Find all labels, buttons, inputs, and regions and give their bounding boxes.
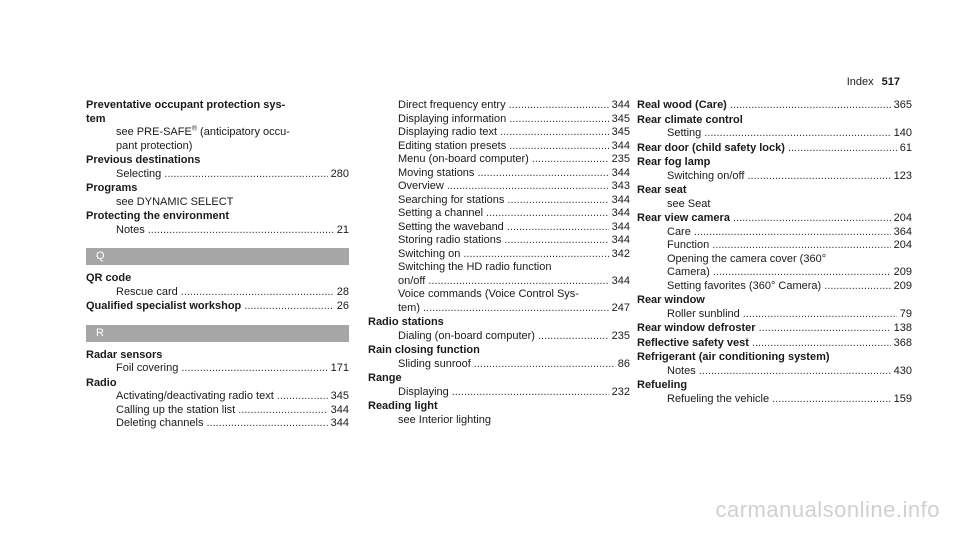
entry-sub-row: tem) ..... 247 (368, 302, 630, 316)
section-letter-q: Q (86, 248, 349, 265)
index-entry (637, 337, 912, 351)
index-column-3 (637, 99, 912, 407)
header-title: Index (846, 76, 874, 88)
section-letter-r: R (86, 325, 349, 342)
entry-sub-row: Setting a channel ..... 344 (368, 207, 630, 221)
index-entry (86, 99, 349, 153)
entry-sub-row: Displaying radio text ..... 345 (368, 126, 630, 140)
index-entry (637, 99, 912, 113)
entry-sub-row: Setting ..... 140 (637, 127, 912, 141)
index-entry (86, 272, 349, 299)
entry-sub-row: Notes ..... 21 (86, 224, 349, 238)
entry-sub-row: Selecting ..... 280 (86, 168, 349, 182)
entry-heading-row: Rear door (child safety lock) ..... 61 (637, 142, 912, 156)
entry-sub-row: Moving stations ..... 344 (368, 167, 630, 181)
entry-heading: Programs (86, 182, 138, 194)
entry-heading: Range (368, 372, 402, 384)
entry-sub: see Seat (667, 197, 711, 210)
entry-sub-cont: pant protection) (116, 139, 193, 152)
index-entry (637, 184, 912, 211)
index-entry (86, 182, 349, 209)
entry-sub: Switching the HD radio function (398, 261, 552, 273)
entry-heading: Refueling (637, 379, 688, 391)
entry-sub: see DYNAMIC SELECT (116, 195, 234, 208)
entry-heading: Radar sensors (86, 348, 163, 361)
entry-sub-row: Setting favorites (360° Camera) ..... 209 (637, 280, 912, 294)
index-entry (368, 99, 630, 315)
index-entry (86, 154, 349, 181)
index-entry (86, 377, 349, 431)
entry-sub-row: Activating/deactivating radio text ..... 345 (86, 390, 349, 404)
entry-heading: Rain closing function (368, 344, 480, 356)
entry-sub-row: Direct frequency entry ..... 344 (368, 99, 630, 113)
entry-heading: Previous destinations (86, 154, 201, 166)
entry-sub-row: Refueling the vehicle ..... 159 (637, 393, 912, 407)
entry-sub: see PRE-SAFE® (anticipatory occu- (116, 125, 290, 138)
entry-heading: Protecting the environment (86, 210, 230, 222)
entry-sub-row: Notes ..... 430 (637, 365, 912, 379)
entry-sub-row: Switching on ..... 342 (368, 248, 630, 262)
header-page-number: 517 (881, 76, 900, 88)
entry-heading: Rear window (637, 294, 705, 306)
entry-sub-row: Editing station presets ..... 344 (368, 140, 630, 154)
entry-heading-row: Qualified specialist workshop ..... 26 (86, 300, 349, 314)
index-entry (637, 114, 912, 141)
index-entry (368, 400, 630, 427)
entry-heading-row: Rear window defroster ..... 138 (637, 322, 912, 336)
entry-heading: Refrigerant (air conditioning system) (637, 351, 830, 363)
entry-sub-row: Overview ..... 343 (368, 180, 630, 194)
entry-sub: see Interior lighting (398, 413, 491, 426)
entry-sub: Opening the camera cover (360° (667, 252, 827, 265)
index-entry (637, 351, 912, 378)
index-entry (637, 212, 912, 293)
entry-sub-row: Switching on/off ..... 123 (637, 170, 912, 184)
index-column-2 (368, 99, 630, 428)
entry-heading: Radio (86, 376, 117, 389)
index-entry (637, 294, 912, 321)
entry-heading: Radio stations (368, 316, 444, 328)
entry-heading-row: Rear view camera ..... 204 (637, 212, 912, 226)
entry-sub-row: Calling up the station list ..... 344 (86, 404, 349, 418)
entry-sub-row: Sliding sunroof ..... 86 (368, 358, 630, 372)
entry-heading-row: Real wood (Care) ..... 365 (637, 99, 912, 113)
entry-sub-row: Foil covering ..... 171 (86, 362, 349, 376)
index-entry (86, 210, 349, 237)
index-entry (637, 379, 912, 406)
watermark: carmanualsonline.info (715, 497, 940, 522)
index-entry (637, 156, 912, 183)
page-header (847, 76, 900, 88)
entry-sub: Voice commands (Voice Control Sys- (398, 288, 579, 300)
index-entry (368, 316, 630, 343)
entry-sub-row: Menu (on-board computer) ..... 235 (368, 153, 630, 167)
entry-heading: Rear seat (637, 184, 687, 196)
entry-sub-row: Roller sunblind ..... 79 (637, 308, 912, 322)
entry-sub-row: Storing radio stations ..... 344 (368, 234, 630, 248)
index-entry (86, 300, 349, 314)
entry-sub-row: Displaying information ..... 345 (368, 113, 630, 127)
entry-sub-row: Setting the waveband ..... 344 (368, 221, 630, 235)
entry-heading: Preventative occupant protection sys- (86, 99, 286, 111)
index-entry (86, 349, 349, 376)
index-entry (368, 372, 630, 399)
entry-sub-row: Deleting channels ..... 344 (86, 417, 349, 431)
entry-sub-row: Care ..... 364 (637, 226, 912, 240)
entry-sub-row: Function ..... 204 (637, 239, 912, 253)
entry-sub-row: on/off ..... 344 (368, 275, 630, 289)
index-entry (637, 142, 912, 156)
entry-heading-cont: tem (86, 112, 106, 125)
entry-heading: Rear climate control (637, 113, 743, 126)
entry-heading-row: Reflective safety vest ..... 368 (637, 337, 912, 351)
entry-sub-row: Searching for stations ..... 344 (368, 194, 630, 208)
entry-sub-row: Displaying ..... 232 (368, 386, 630, 400)
entry-heading: Reading light (368, 400, 438, 412)
index-column-1 (86, 99, 349, 432)
index-entry (637, 322, 912, 336)
entry-heading: QR code (86, 272, 132, 284)
entry-sub-row: Dialing (on-board computer) ..... 235 (368, 330, 630, 344)
index-entry (368, 344, 630, 371)
entry-sub-row: Rescue card ..... 28 (86, 286, 349, 300)
entry-sub-row: Camera) ..... 209 (637, 266, 912, 280)
entry-heading: Rear fog lamp (637, 156, 711, 168)
